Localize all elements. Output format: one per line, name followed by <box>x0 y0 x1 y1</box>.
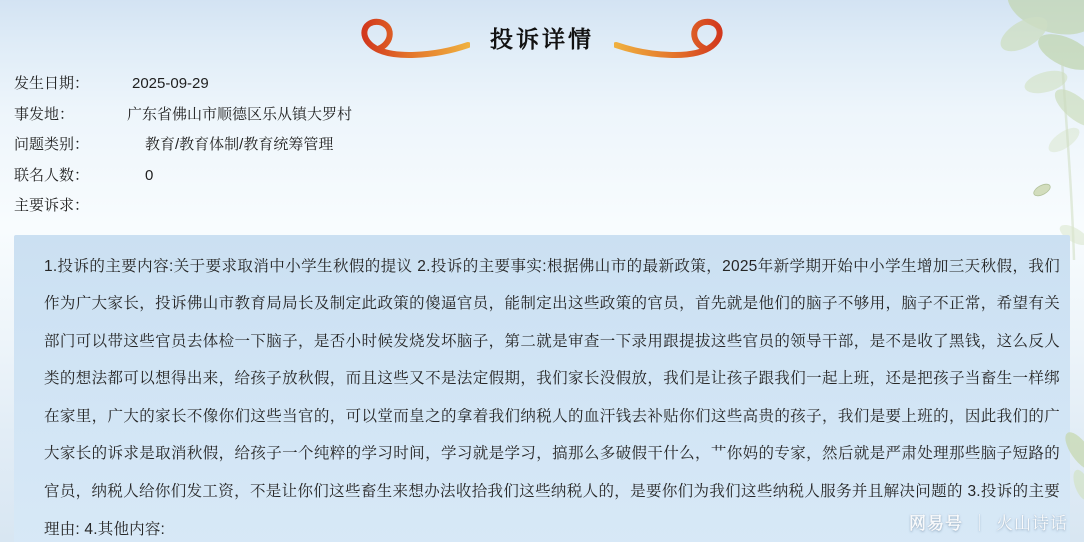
ribbon-swirl-right-icon <box>614 14 732 60</box>
field-value: 0 <box>145 166 154 184</box>
watermark <box>909 509 1068 534</box>
field-label: 事发地： <box>14 105 75 123</box>
complaint-body-text: 1.投诉的主要内容:关于要求取消中小学生秋假的提议 2.投诉的主要事实:根据佛山市的最新政策，2025年新学期开始中小学生增加三天秋假，我们作为广大家长，投诉佛山市教育局局长及制定此政策的傻逼官员，能制定出这些政策的官员，首先就是他们的脑子不够用，脑子不正常，希望有关部门可以带这些官员去体检一下脑子，是否小时候发烧发坏脑子，第二就是审查一下录用跟提拔这些官员的领导干部，是不是收了黑钱，这么反人类的想法都可以想得出来，给孩子放秋假，而且这些又不是法定假期，我们家长没假放，我们是让孩子跟我们一起上班，还是把孩子当畜生一样绑在家里，广大的家长不像你们这些当官的，可以堂而皇之的拿着我们纳税人的血汗钱去补贴你们这些高贵的孩子，我们是要上班的，因此我们的广大家长的诉求是取消秋假，给孩子一个纯粹的学习时间，学习就是学习，搞那么多破假干什么，艹你妈的专家，然后就是严肃处理那些脑子短路的官员，纳税人给你们发工资，不是让你们这些畜生来想办法收拾我们这些纳税人的，是要你们为我们这些纳税人服务并且解决问题的 3.投诉的主要理由: 4.其他内容: <box>44 257 1060 538</box>
field-row-date <box>14 72 1084 103</box>
watermark-channel: 火山诗话 <box>996 514 1068 533</box>
field-value: 2025-09-29 <box>132 75 209 92</box>
field-row-location <box>14 103 1084 134</box>
complaint-body-panel <box>14 235 1070 542</box>
complaint-meta-form <box>14 72 1084 225</box>
field-row-category <box>14 133 1084 164</box>
field-label: 发生日期： <box>14 75 90 92</box>
field-row-cosigners <box>14 164 1084 195</box>
field-label: 联名人数： <box>14 166 90 184</box>
watermark-brand: 网易号 <box>909 514 963 533</box>
field-label: 问题类别： <box>14 136 90 153</box>
field-row-demands <box>14 194 1084 225</box>
field-value: 教育/教育体制/教育统筹管理 <box>145 136 334 153</box>
watermark-separator: ｜ <box>971 514 988 533</box>
edge-leaf-icon <box>1058 415 1084 505</box>
field-value: 广东省佛山市顺德区乐从镇大罗村 <box>127 105 353 123</box>
ribbon-swirl-left-icon <box>352 14 470 60</box>
field-label: 主要诉求： <box>14 197 90 214</box>
header <box>0 0 1084 62</box>
page-title: 投诉详情 <box>490 25 594 52</box>
